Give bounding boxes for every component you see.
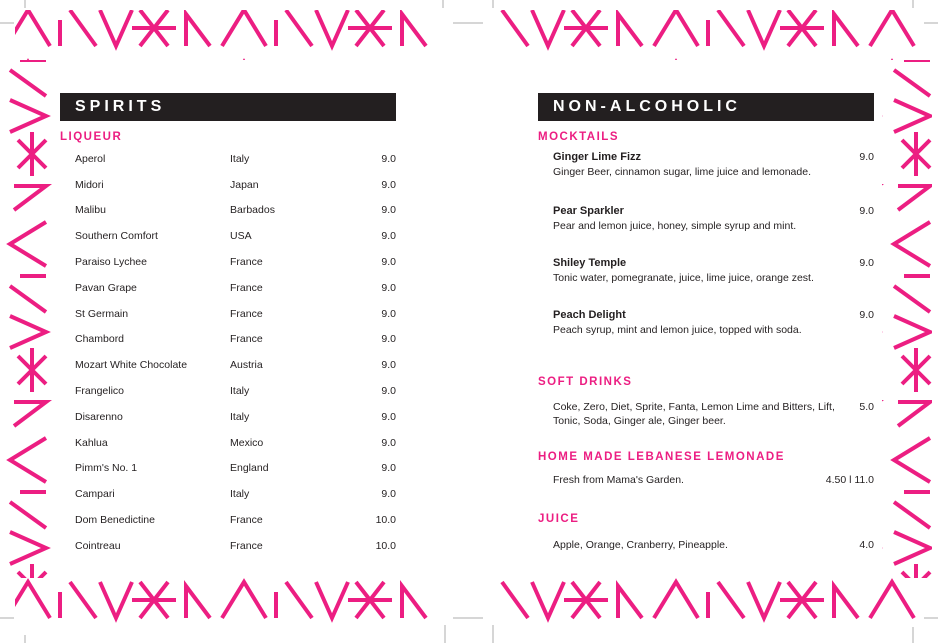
mocktail-name: Pear Sparkler [553,205,624,217]
spirit-row [60,378,396,404]
spirit-name: Cointreau [75,539,121,552]
non-alcoholic-header-bar [538,93,874,121]
soft-drinks-line-2: Tonic, Soda, Ginger ale, Ginger beer. [553,414,726,427]
mocktail-description: Ginger Beer, cinnamon sugar, lime juice and lemonade. [553,166,811,179]
spirit-country: Barbados [230,204,275,217]
spirit-price: 9.0 [381,385,396,398]
mocktail-item [538,205,874,233]
mocktail-item [538,257,874,285]
juice-item [538,539,874,553]
liqueur-heading: LIQUEUR [60,131,123,143]
spirit-country: France [230,281,263,294]
spirit-row [60,481,396,507]
mocktail-description: Pear and lemon juice, honey, simple syrup and mint. [553,220,797,233]
mocktail-name: Shiley Temple [553,257,627,269]
spirit-country: Italy [230,410,250,423]
spirit-name: Mozart White Chocolate [75,359,188,372]
juice-heading: JUICE [538,513,580,525]
spirit-price: 9.0 [381,359,396,372]
spirit-country: France [230,256,263,269]
spirit-name: Campari [75,488,115,501]
border-right [882,60,932,578]
spirit-country: Mexico [230,436,264,449]
page-spirits [60,93,396,573]
mocktail-name: Peach Delight [553,309,626,321]
mocktail-name: Ginger Lime Fizz [553,151,642,163]
spirit-row [60,430,396,456]
spirit-row [60,223,396,249]
spirit-name: Southern Comfort [75,230,158,243]
spirit-name: Malibu [75,204,106,217]
spirit-name: Frangelico [75,385,125,398]
spirit-price: 9.0 [381,178,396,191]
spirit-row [60,301,396,327]
spirit-row [60,275,396,301]
spirit-country: Japan [230,178,259,191]
spirit-country: France [230,539,263,552]
soft-drinks-item [538,401,874,428]
mocktail-description: Peach syrup, mint and lemon juice, topped with soda. [553,324,802,337]
spirit-name: Kahlua [75,436,108,449]
spirit-country: France [230,514,263,527]
spirit-name: Aperol [75,152,106,165]
spirit-row [60,404,396,430]
spirit-country: Italy [230,385,250,398]
spirit-price: 9.0 [381,152,396,165]
lemonade-description: Fresh from Mama's Garden. [553,474,684,486]
spirit-row [60,507,396,533]
spirit-price: 9.0 [381,410,396,423]
spirit-price: 9.0 [381,204,396,217]
mocktail-price: 9.0 [859,309,874,321]
non-alcoholic-title: NON-ALCOHOLIC [553,98,741,115]
juice-description: Apple, Orange, Cranberry, Pineapple. [553,539,728,551]
spirit-name: Disarenno [75,410,123,423]
spirit-name: Pavan Grape [75,281,137,294]
spirit-price: 9.0 [381,281,396,294]
spirit-country: France [230,333,263,346]
spirit-name: Pimm's No. 1 [75,462,138,475]
spirit-country: Austria [230,359,263,372]
spirit-row [60,146,396,172]
spirit-price: 9.0 [381,333,396,346]
spirit-price: 9.0 [381,462,396,475]
spirit-row [60,249,396,275]
spirit-country: France [230,307,263,320]
mocktail-description: Tonic water, pomegranate, juice, lime juice, orange zest. [553,272,814,285]
spirit-row [60,456,396,482]
mocktail-price: 9.0 [859,257,874,269]
border-left [6,60,56,578]
soft-drinks-line-1: Coke, Zero, Diet, Sprite, Fanta, Lemon Lime and Bitters, Lift, [553,401,835,413]
spirit-price: 9.0 [381,436,396,449]
lemonade-item [538,474,874,488]
soft-drinks-price: 5.0 [859,401,874,413]
lemonade-heading: HOME MADE LEBANESE LEMONADE [538,451,785,463]
spirit-price: 9.0 [381,307,396,320]
spirit-name: St Germain [75,307,129,320]
mocktail-item [538,151,874,179]
border-bottom-left [15,578,430,628]
mocktails-heading: MOCKTAILS [538,131,620,143]
spirit-name: Midori [75,178,104,191]
spirits-header-bar [60,93,396,121]
spirit-row [60,352,396,378]
spirit-name: Chambord [75,333,125,346]
border-top-right [500,10,920,60]
page-non-alcoholic [538,93,874,573]
mocktail-price: 9.0 [859,151,874,163]
border-top-left [15,10,430,60]
spirit-country: England [230,462,269,475]
spirit-row [60,533,396,559]
spirit-price: 10.0 [375,539,396,552]
spirit-name: Dom Benedictine [75,514,155,527]
spirit-row [60,327,396,353]
spirit-row [60,198,396,224]
spirit-country: USA [230,230,252,243]
juice-price: 4.0 [859,539,874,551]
spirit-name: Paraiso Lychee [75,256,147,269]
spirit-price: 9.0 [381,256,396,269]
spirit-price: 10.0 [375,514,396,527]
spirits-title: SPIRITS [75,98,166,115]
spirit-price: 9.0 [381,230,396,243]
spirit-country: Italy [230,152,250,165]
mocktail-item [538,309,874,337]
spirit-row [60,172,396,198]
lemonade-price: 4.50 l 11.0 [825,474,874,486]
soft-drinks-heading: SOFT DRINKS [538,376,633,388]
spirits-list [60,146,396,559]
spirit-country: Italy [230,488,250,501]
spirit-price: 9.0 [381,488,396,501]
border-bottom-right [500,578,920,628]
mocktail-price: 9.0 [859,205,874,217]
